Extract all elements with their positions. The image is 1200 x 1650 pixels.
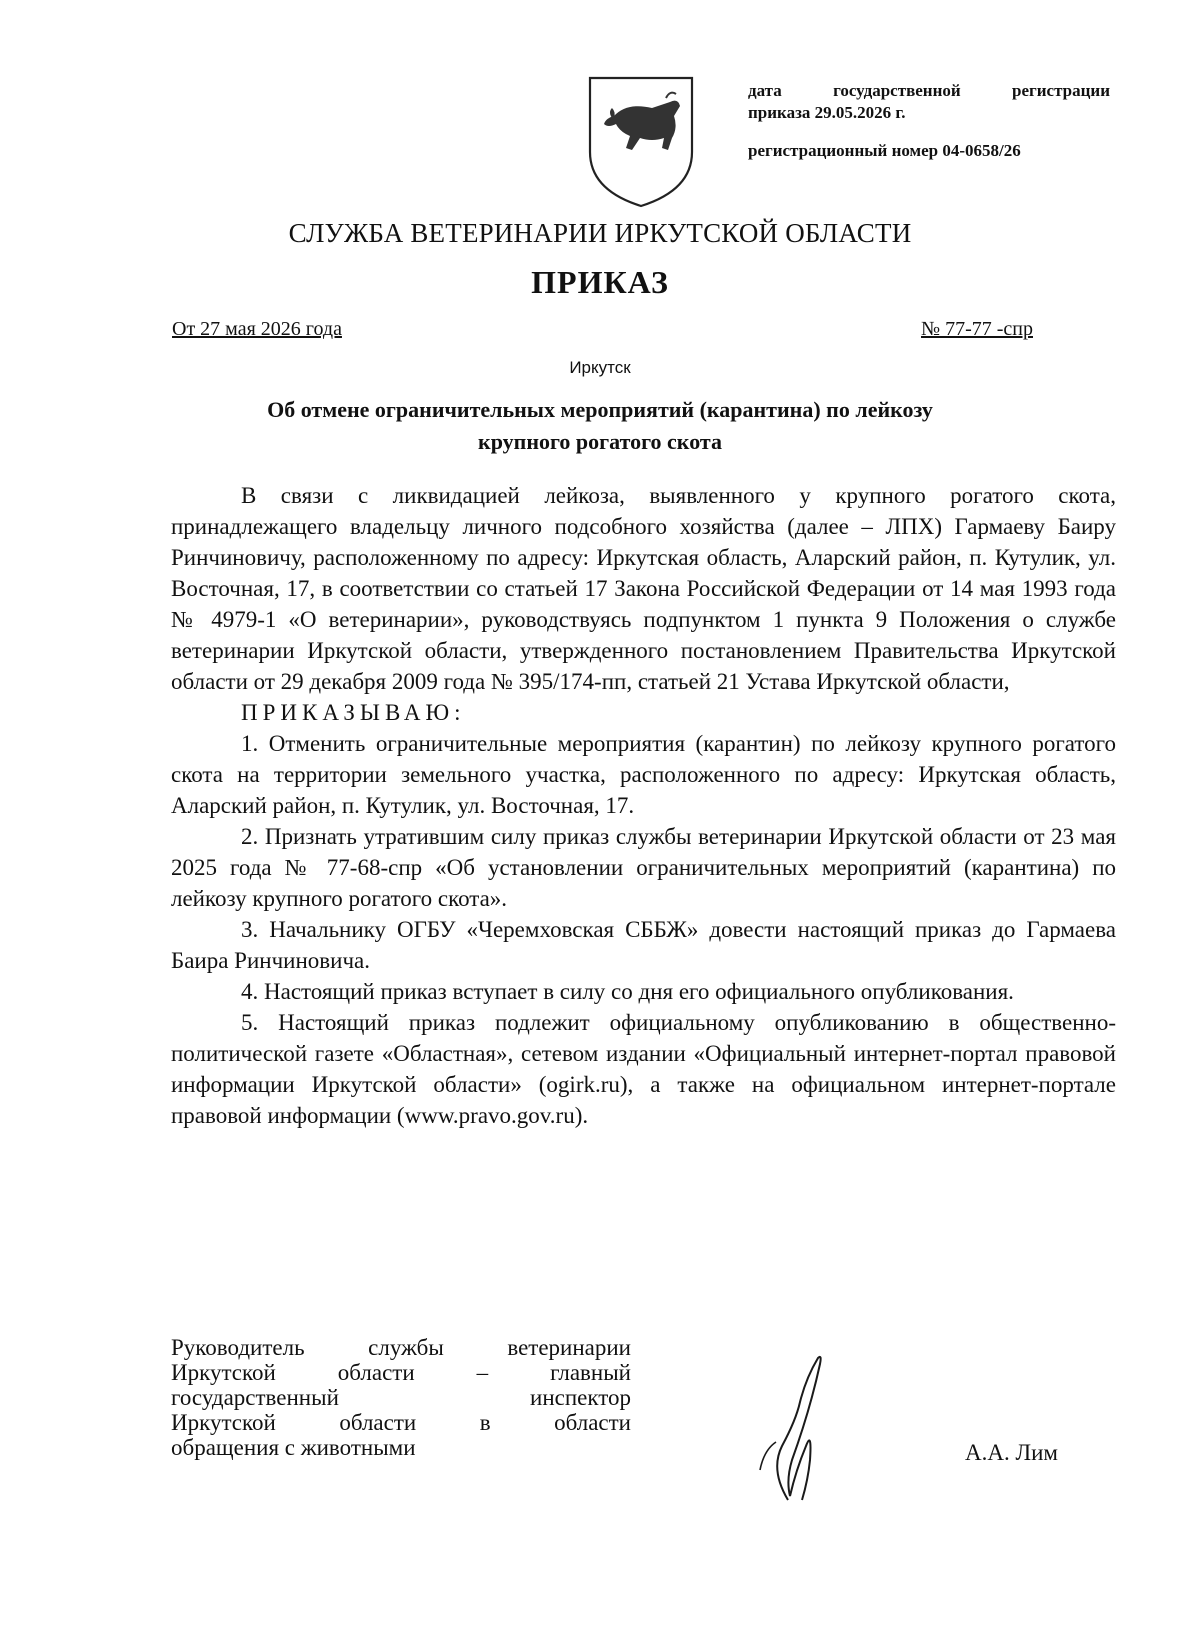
order-word: ПРИКАЗЫВАЮ:	[241, 700, 466, 725]
coat-of-arms-icon	[582, 72, 700, 210]
signer-position-line: обращения с животными	[171, 1435, 416, 1460]
order-item: 4. Настоящий приказ вступает в силу со дня его официального опубликования.	[241, 979, 1014, 1004]
document-city: Иркутск	[569, 358, 631, 377]
signer-position-line: Иркутской области – главный	[171, 1360, 631, 1385]
document-number: № 77-77 -спр	[921, 318, 1033, 340]
registration-date: приказа 29.05.2026 г.	[748, 103, 906, 122]
registration-block	[748, 80, 1110, 162]
registration-date-label: дата государственной регистрации	[748, 81, 1110, 100]
subject-line: крупного рогатого скота	[478, 429, 722, 454]
order-item: 3. Начальнику ОГБУ «Черемховская СББЖ» довести настоящий приказ до Гармаева Баира Ринчиновича.	[171, 917, 1116, 973]
preamble-paragraph: В связи с ликвидацией лейкоза, выявленного у крупного рогатого скота, принадлежащего владельцу личного подсобного хозяйства (далее – ЛПХ) Гармаеву Баиру Ринчиновичу, расположенному по адресу: Иркутская область, Аларский район, п. Кутулик, ул. Восточная, 17, в соответствии со статьей 17 Закона Российской Федерации от 14 мая 1993 года № 4979-1 «О ветеринарии», руководствуясь подпунктом 1 пункта 9 Положения о службе ветеринарии Иркутской области, утвержденного постановлением Правительства Иркутской области от 29 декабря 2009 года № 395/174-пп, статьей 21 Устава Иркутской области,	[171, 483, 1116, 694]
agency-name: СЛУЖБА ВЕТЕРИНАРИИ ИРКУТСКОЙ ОБЛАСТИ	[288, 218, 912, 248]
document-subject	[180, 394, 1020, 458]
signer-position-line: Руководитель службы ветеринарии	[171, 1335, 631, 1360]
order-item: 1. Отменить ограничительные мероприятия (карантин) по лейкозу крупного рогатого скота на территории земельного участка, расположенного по адресу: Иркутская область, Аларский район, п. Кутулик, ул. Восточная, 17.	[171, 731, 1116, 818]
signer-position-line: Иркутской области в области	[171, 1410, 631, 1435]
order-item: 2. Признать утратившим силу приказ службы ветеринарии Иркутской области от 23 мая 2025 года № 77-68-спр «Об установлении ограничительных мероприятий (карантина) по лейкозу крупного рогатого скота».	[171, 824, 1116, 911]
order-item: 5. Настоящий приказ подлежит официальному опубликованию в общественно-политической газете «Областная», сетевом издании «Официальный интернет-портал правовой информации Иркутской области» (ogirk.ru), а также на официальном интернет-портале правовой информации (www.pravo.gov.ru).	[171, 1010, 1116, 1128]
document-date: От 27 мая 2026 года	[172, 318, 342, 340]
signer-position	[171, 1335, 631, 1460]
signer-name: А.А. Лим	[965, 1440, 1058, 1465]
document-body	[171, 480, 1116, 1131]
subject-line: Об отмене ограничительных мероприятий (карантина) по лейкозу	[267, 397, 933, 422]
registration-number: регистрационный номер 04-0658/26	[748, 141, 1021, 160]
document-type: ПРИКАЗ	[531, 264, 669, 300]
handwritten-signature-icon	[730, 1350, 850, 1510]
signer-position-line: государственный инспектор	[171, 1385, 631, 1410]
